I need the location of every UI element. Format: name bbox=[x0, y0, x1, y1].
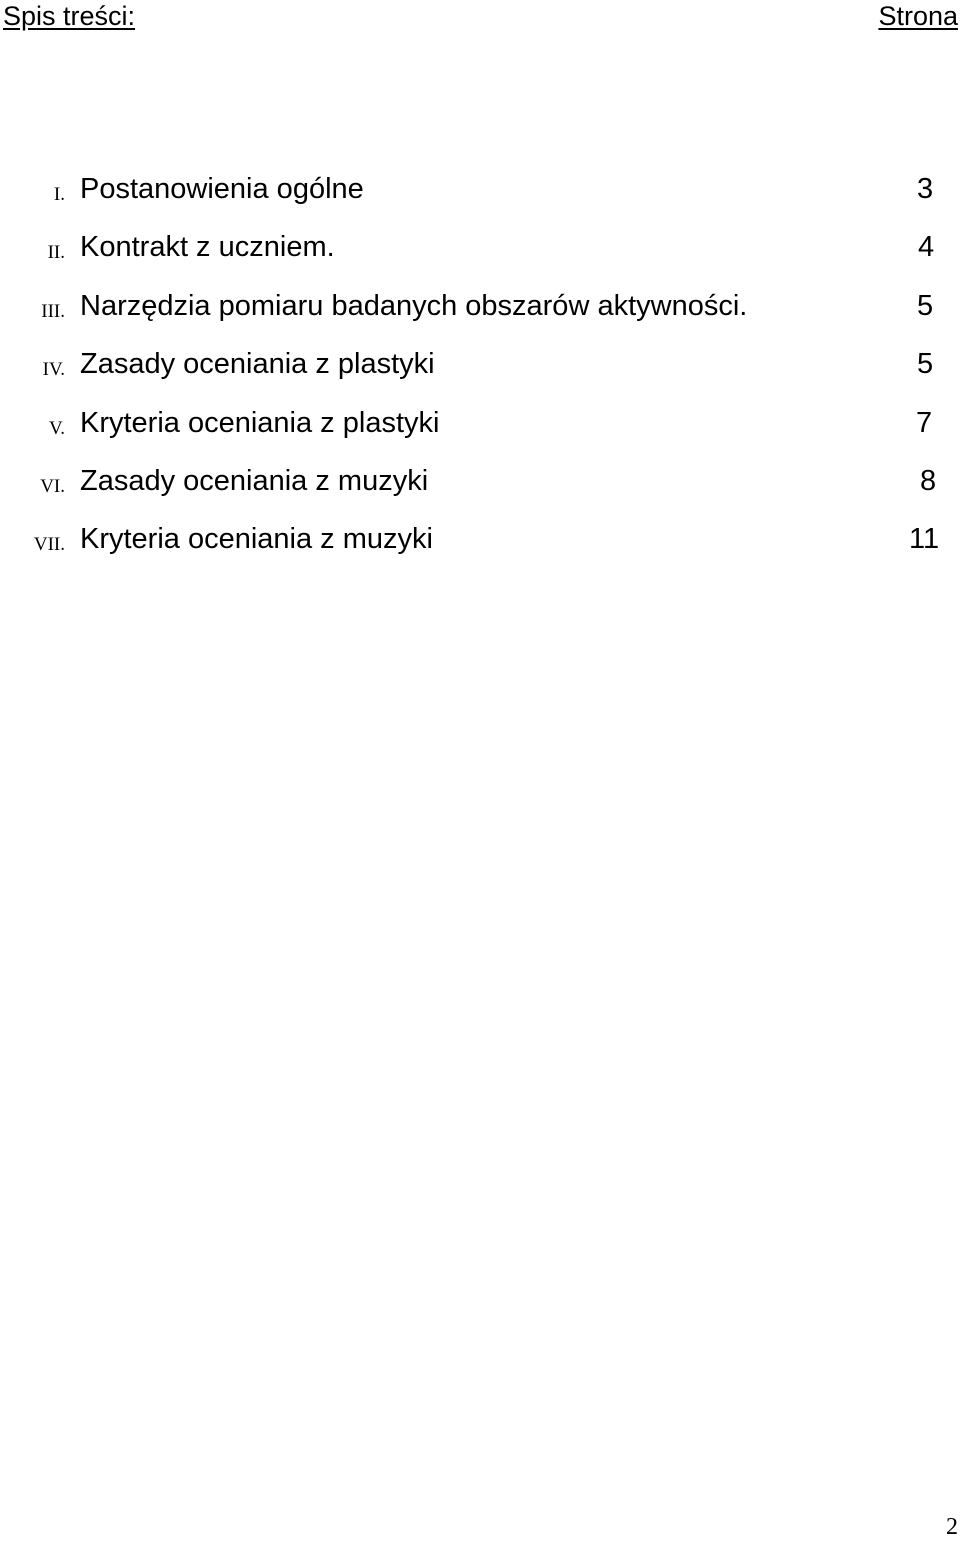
toc-entry bbox=[0, 348, 960, 388]
table-of-contents bbox=[0, 0, 960, 600]
toc-entry bbox=[0, 231, 960, 271]
toc-entry-number: II. bbox=[47, 242, 65, 263]
toc-entry-title: Postanowienia ogólne bbox=[80, 173, 364, 205]
toc-entry bbox=[0, 523, 960, 563]
toc-entry bbox=[0, 465, 960, 505]
toc-entry-page: 7 bbox=[916, 407, 933, 439]
toc-entry bbox=[0, 173, 960, 213]
toc-entry-number: I. bbox=[53, 184, 65, 205]
toc-entry-page: 4 bbox=[918, 231, 935, 263]
toc-entry-title: Zasady oceniania z plastyki bbox=[80, 348, 435, 380]
page-column-heading: Strona bbox=[878, 1, 958, 31]
toc-entry-title: Kontrakt z uczniem. bbox=[80, 231, 335, 263]
page-number: 2 bbox=[946, 1514, 958, 1540]
toc-entry-title: Zasady oceniania z muzyki bbox=[80, 465, 429, 497]
toc-entry-number: VI. bbox=[40, 476, 65, 497]
toc-entry-page: 8 bbox=[920, 465, 937, 497]
toc-entry bbox=[0, 407, 960, 447]
toc-entry-page: 3 bbox=[917, 173, 934, 205]
toc-heading: Spis treści: bbox=[3, 1, 136, 31]
toc-entry-number: V. bbox=[48, 418, 65, 439]
toc-entry-title: Kryteria oceniania z muzyki bbox=[80, 523, 433, 555]
toc-entry-title: Narzędzia pomiaru badanych obszarów aktywności. bbox=[80, 290, 748, 322]
toc-entry bbox=[0, 290, 960, 330]
toc-entry-number: VII. bbox=[33, 534, 65, 555]
toc-entry-number: IV. bbox=[42, 359, 65, 380]
toc-entry-page: 11 bbox=[909, 523, 940, 555]
toc-entry-page: 5 bbox=[917, 290, 934, 322]
toc-entry-page: 5 bbox=[917, 348, 934, 380]
toc-entry-number: III. bbox=[41, 301, 65, 322]
toc-entry-title: Kryteria oceniania z plastyki bbox=[80, 407, 440, 439]
